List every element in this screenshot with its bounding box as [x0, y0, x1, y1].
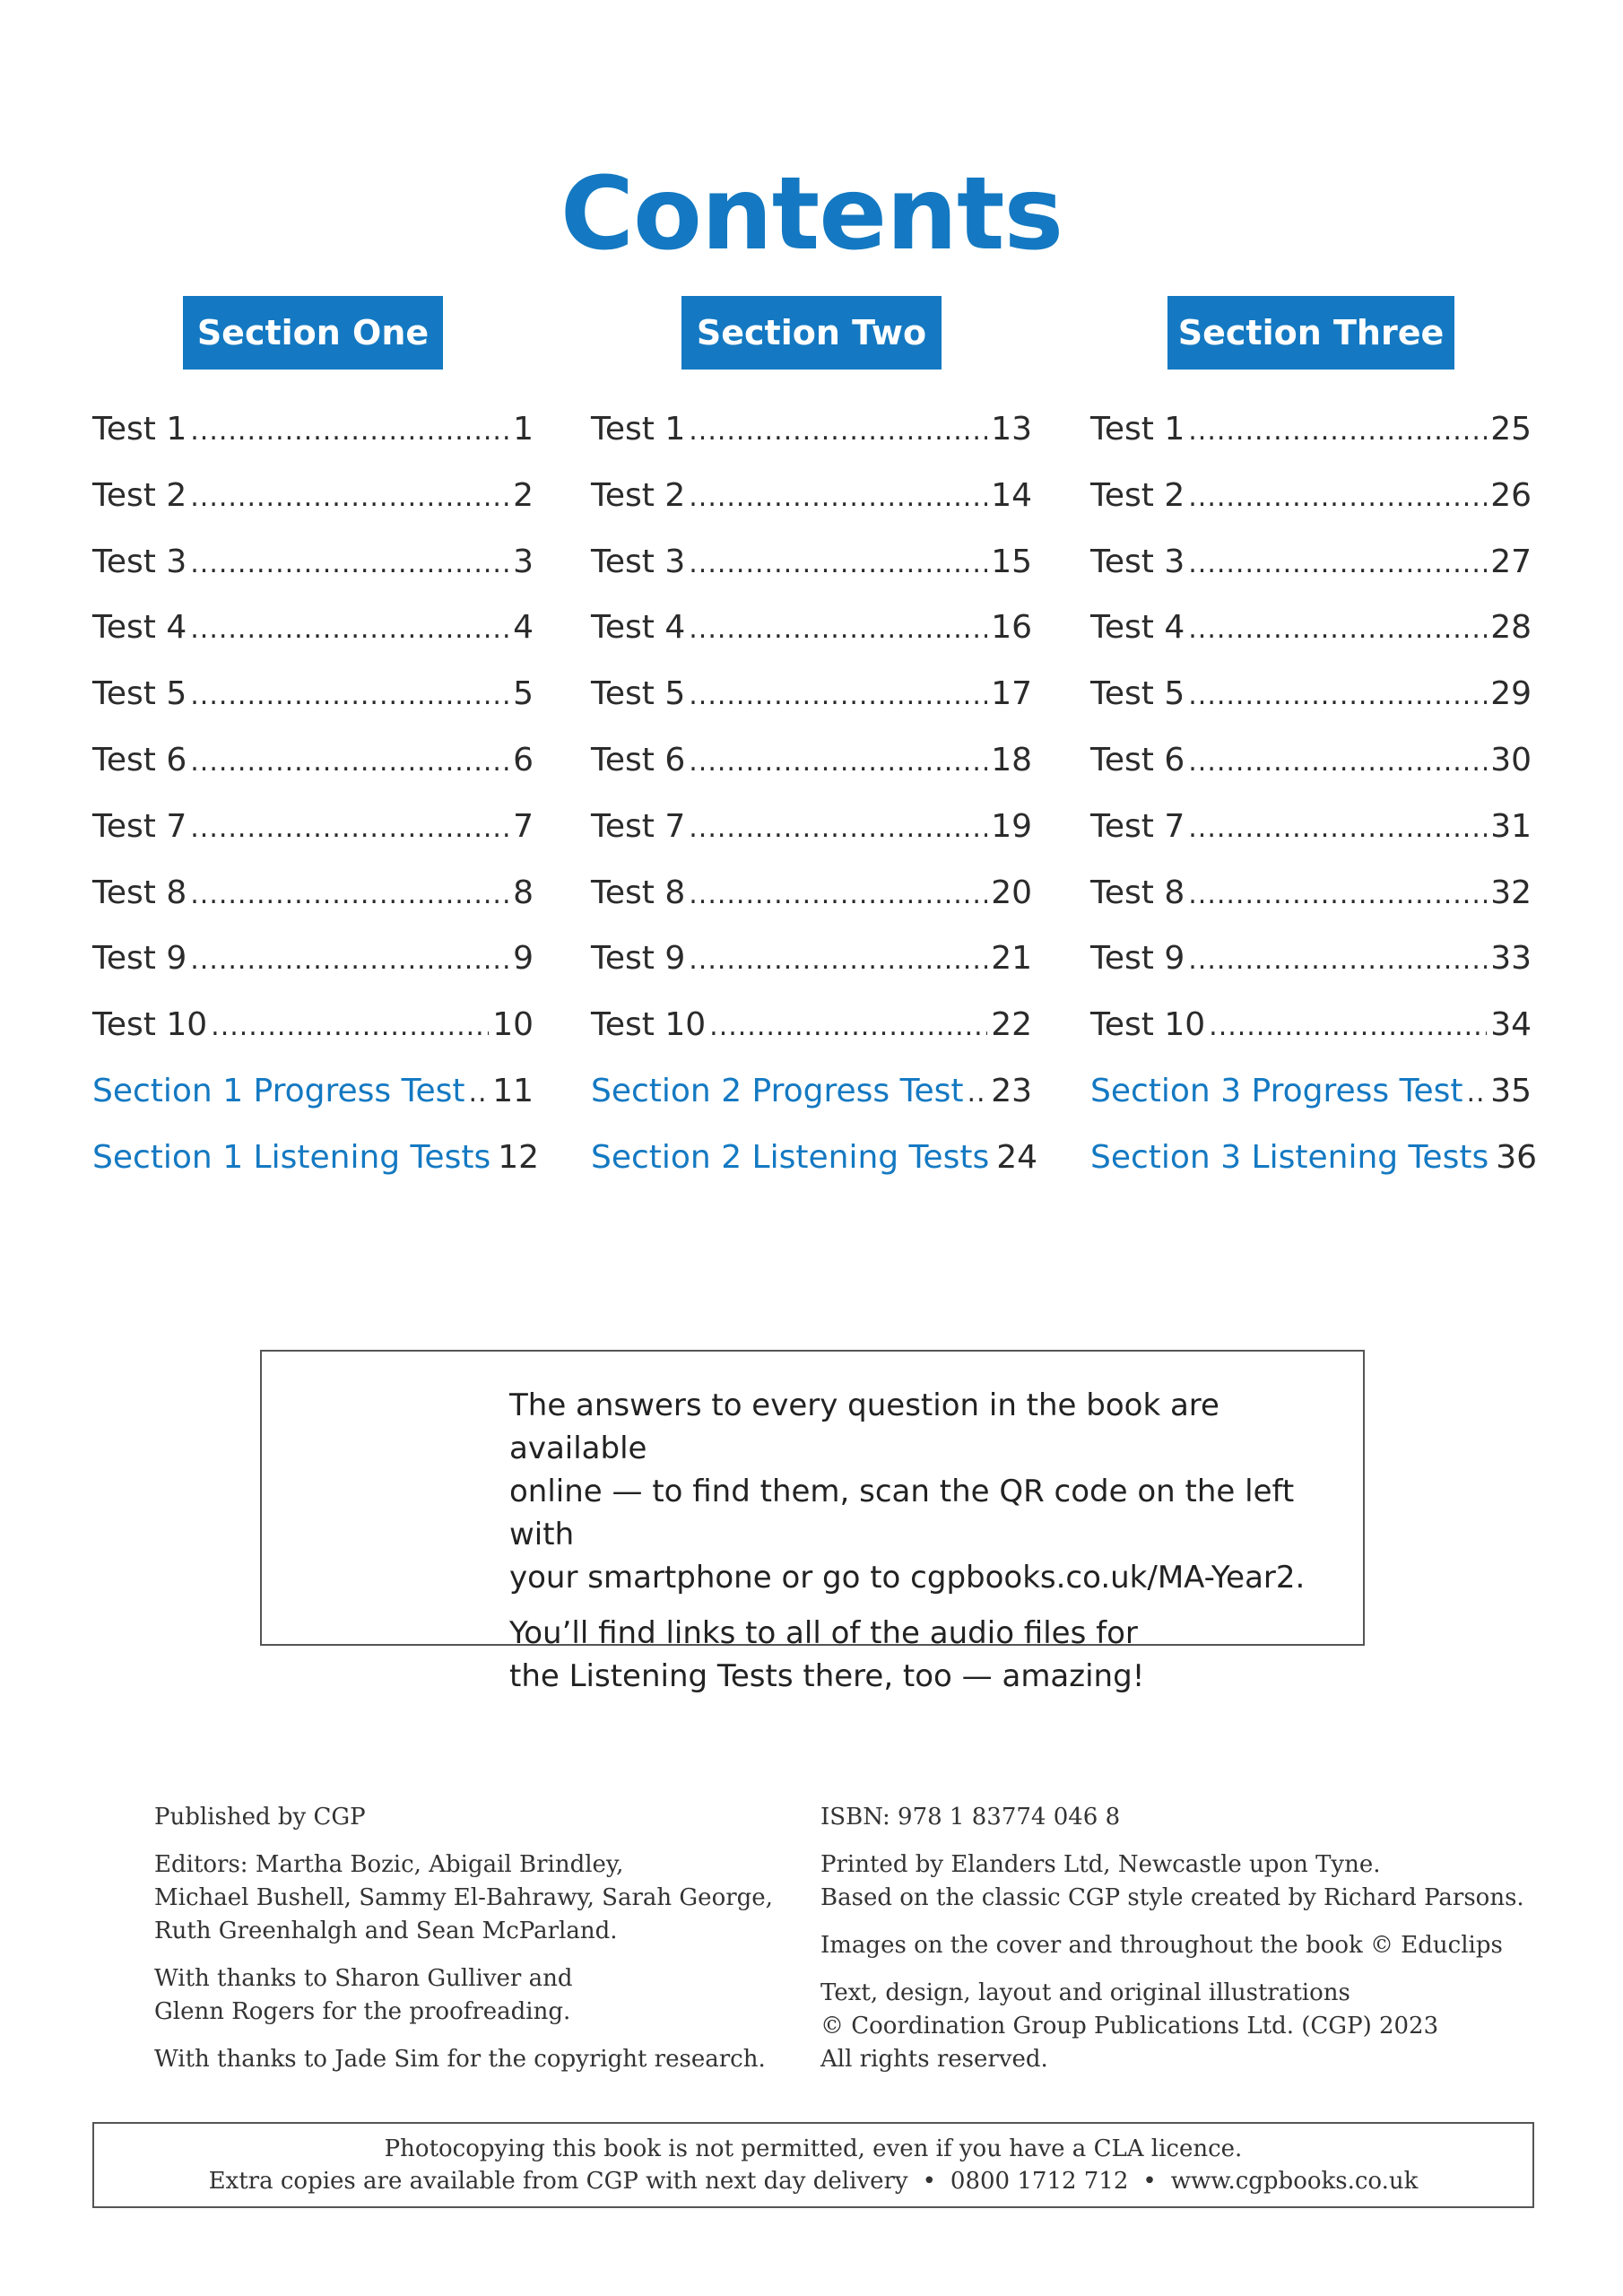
section-header: Section One [183, 296, 443, 370]
toc-leader [689, 482, 987, 513]
credits-right [820, 1801, 1524, 2091]
footer-notice-box [92, 2122, 1534, 2208]
toc-label: Test 3 [92, 543, 187, 580]
toc-leader [1209, 1011, 1487, 1042]
section-header: Section Two [681, 296, 942, 370]
toc-leader [211, 1011, 489, 1042]
isbn: ISBN: 978 1 83774 046 8 [820, 1804, 1121, 1831]
toc-page-number: 23 [991, 1072, 1032, 1109]
toc-label: Test 7 [591, 807, 686, 845]
toc-entry[interactable] [591, 609, 1032, 675]
toc-label: Test 1 [591, 411, 686, 448]
toc-entry[interactable] [92, 609, 534, 675]
toc-entry[interactable] [92, 675, 534, 742]
toc-page-number: 2 [513, 476, 534, 514]
toc-list [1090, 411, 1538, 1205]
toc-label: Test 6 [591, 741, 686, 778]
toc-entry[interactable] [591, 742, 1032, 808]
page-title: Contents [560, 156, 1063, 274]
toc-leader [1467, 1077, 1488, 1109]
extra-copies-text: Extra copies are available from CGP with next day delivery [208, 2168, 908, 2195]
toc-page-number: 1 [513, 411, 534, 448]
toc-label: Test 3 [591, 543, 686, 580]
toc-label: Test 10 [92, 1006, 208, 1044]
toc-leader [1188, 746, 1487, 778]
images-credit: Images on the cover and throughout the book © Educlips [820, 1932, 1503, 1959]
toc-page-number: 24 [996, 1138, 1038, 1176]
toc-page-number: 31 [1490, 807, 1532, 845]
toc-label: Test 5 [591, 675, 686, 713]
toc-entry[interactable] [1090, 477, 1532, 544]
toc-label: Section 3 Progress Test [1090, 1072, 1463, 1109]
answers-paragraph [509, 1384, 1343, 1599]
toc-entry[interactable] [1090, 675, 1532, 742]
section-header: Section Three [1167, 296, 1454, 370]
toc-entry[interactable] [92, 1006, 534, 1073]
copyright [820, 1977, 1524, 2076]
toc-page-number: 13 [991, 411, 1032, 448]
toc-leader [469, 1077, 490, 1109]
toc-leader [190, 613, 509, 645]
toc-leader [1188, 548, 1487, 579]
toc-label: Test 8 [591, 874, 686, 911]
toc-entry-progress-test[interactable] [1090, 1073, 1532, 1139]
toc-label: Test 10 [1090, 1006, 1206, 1044]
toc-entry[interactable] [1090, 609, 1532, 675]
toc-page-number: 3 [513, 543, 534, 580]
toc-leader [689, 944, 987, 976]
toc-label: Test 5 [92, 675, 187, 713]
toc-label: Test 6 [1090, 741, 1185, 778]
toc-page-number: 27 [1490, 543, 1532, 580]
toc-leader [689, 415, 987, 447]
toc-list [591, 411, 1038, 1205]
toc-leader [1188, 613, 1487, 645]
toc-entry-listening-tests[interactable] [591, 1138, 1038, 1205]
toc-label: Test 8 [92, 874, 187, 911]
audio-paragraph [509, 1612, 1343, 1698]
toc-entry[interactable] [92, 940, 534, 1006]
text-line: The answers to every question in the book are available [509, 1387, 1219, 1466]
toc-page-number: 8 [513, 874, 534, 911]
toc-label: Test 9 [591, 940, 686, 978]
toc-entry[interactable] [591, 675, 1032, 742]
toc-entry[interactable] [92, 874, 534, 941]
toc-page-number: 6 [513, 741, 534, 778]
text-line: © Coordination Group Publications Ltd. (CGP) 2023 [820, 2013, 1439, 2039]
toc-label: Test 8 [1090, 874, 1185, 911]
toc-page-number: 17 [991, 675, 1032, 713]
toc-label: Test 2 [1090, 476, 1185, 514]
toc-entry[interactable] [591, 411, 1032, 477]
toc-label: Test 4 [591, 609, 686, 647]
toc-entry[interactable] [92, 544, 534, 610]
credits-left [154, 1801, 773, 2091]
answers-text [509, 1384, 1343, 1710]
toc-leader [689, 548, 987, 579]
text-line: Text, design, layout and original illustrations [820, 1979, 1350, 2006]
toc-page-number: 29 [1490, 675, 1532, 713]
toc-label: Test 9 [1090, 940, 1185, 978]
toc-label: Section 2 Listening Tests [591, 1138, 990, 1176]
toc-page-number: 34 [1490, 1006, 1532, 1044]
toc-page-number: 36 [1496, 1138, 1538, 1176]
toc-leader [1188, 415, 1487, 447]
toc-entry[interactable] [1090, 1006, 1532, 1073]
toc-leader [190, 548, 509, 579]
text-line: With thanks to Sharon Gulliver and [154, 1965, 573, 1992]
toc-entry[interactable] [591, 874, 1032, 941]
text-line: All rights reserved. [820, 2046, 1048, 2073]
toc-leader [1188, 482, 1487, 513]
toc-label: Section 2 Progress Test [591, 1072, 964, 1109]
toc-page-number: 35 [1490, 1072, 1532, 1109]
toc-entry[interactable] [92, 742, 534, 808]
toc-page-number: 11 [492, 1072, 534, 1109]
toc-label: Test 6 [92, 741, 187, 778]
toc-leader [709, 1011, 987, 1042]
toc-entry[interactable] [591, 1006, 1032, 1073]
toc-page-number: 32 [1490, 874, 1532, 911]
toc-page-number: 4 [513, 609, 534, 647]
extra-copies-line [94, 2165, 1532, 2197]
toc-entry[interactable] [1090, 940, 1532, 1006]
toc-leader [190, 680, 509, 711]
toc-entry[interactable] [92, 477, 534, 544]
toc-leader [1188, 813, 1487, 844]
toc-label: Test 10 [591, 1006, 707, 1044]
section-three-column [1090, 296, 1538, 1176]
toc-page-number: 20 [991, 874, 1032, 911]
toc-leader [190, 415, 509, 447]
text-line: the Listening Tests there, too — amazing! [509, 1658, 1145, 1694]
toc-leader [1188, 879, 1487, 910]
toc-leader [190, 879, 509, 910]
toc-page-number: 7 [513, 807, 534, 845]
toc-label: Test 2 [591, 476, 686, 514]
bullet-separator: • [922, 2168, 936, 2195]
toc-page-number: 5 [513, 675, 534, 713]
toc-label: Test 9 [92, 940, 187, 978]
toc-entry[interactable] [1090, 411, 1532, 477]
toc-page-number: 22 [991, 1006, 1032, 1044]
toc-leader [689, 680, 987, 711]
toc-entry[interactable] [1090, 874, 1532, 941]
toc-page-number: 25 [1490, 411, 1532, 448]
text-line: Based on the classic CGP style created by Richard Parsons. [820, 1884, 1524, 1911]
toc-leader [689, 746, 987, 778]
toc-page-number: 33 [1490, 940, 1532, 978]
text-line: Editors: Martha Bozic, Abigail Brindley, [154, 1851, 624, 1878]
toc-page-number: 9 [513, 940, 534, 978]
toc-leader [1188, 944, 1487, 976]
toc-entry[interactable] [92, 808, 534, 874]
text-line: Michael Bushell, Sammy El-Bahrawy, Sarah George, [154, 1884, 773, 1911]
toc-leader [689, 879, 987, 910]
toc-label: Test 2 [92, 476, 187, 514]
toc-page-number: 14 [991, 476, 1032, 514]
text-line: online — to find them, scan the QR code on the left with [509, 1474, 1295, 1552]
toc-label: Section 3 Listening Tests [1090, 1138, 1489, 1176]
toc-list [92, 411, 540, 1205]
toc-label: Section 1 Progress Test [92, 1072, 465, 1109]
thanks-proofreading [154, 1962, 773, 2029]
toc-label: Section 1 Listening Tests [92, 1138, 491, 1176]
toc-page-number: 19 [991, 807, 1032, 845]
toc-page-number: 12 [498, 1138, 540, 1176]
toc-entry-listening-tests[interactable] [92, 1138, 540, 1205]
toc-leader [1188, 680, 1487, 711]
toc-page-number: 18 [991, 741, 1032, 778]
toc-leader [190, 746, 509, 778]
toc-entry-listening-tests[interactable] [1090, 1138, 1538, 1205]
text-line: You’ll find links to all of the audio files for [509, 1615, 1138, 1651]
toc-page-number: 16 [991, 609, 1032, 647]
toc-entry[interactable] [591, 940, 1032, 1006]
toc-label: Test 4 [1090, 609, 1185, 647]
thanks-copyright: With thanks to Jade Sim for the copyright research. [154, 2046, 766, 2073]
text-line: your smartphone or go to cgpbooks.co.uk/MA-Year2. [509, 1560, 1306, 1596]
toc-entry-progress-test[interactable] [591, 1073, 1032, 1139]
toc-label: Test 1 [1090, 411, 1185, 448]
toc-entry[interactable] [591, 477, 1032, 544]
toc-label: Test 3 [1090, 543, 1185, 580]
toc-leader [190, 482, 509, 513]
website-link[interactable]: www.cgpbooks.co.uk [1170, 2168, 1419, 2195]
toc-label: Test 4 [92, 609, 187, 647]
bullet-separator: • [1142, 2168, 1157, 2195]
text-line: Glenn Rogers for the proofreading. [154, 1998, 571, 2025]
toc-entry-progress-test[interactable] [92, 1073, 534, 1139]
text-line: Printed by Elanders Ltd, Newcastle upon Tyne. [820, 1851, 1381, 1878]
toc-entry[interactable] [591, 808, 1032, 874]
toc-entry[interactable] [92, 411, 534, 477]
toc-leader [968, 1077, 988, 1109]
phone-number[interactable]: 0800 1712 712 [950, 2168, 1129, 2195]
toc-leader [689, 813, 987, 844]
toc-entry[interactable] [591, 544, 1032, 610]
toc-page-number: 28 [1490, 609, 1532, 647]
toc-page-number: 30 [1490, 741, 1532, 778]
toc-entry[interactable] [1090, 742, 1532, 808]
toc-leader [190, 944, 509, 976]
toc-label: Test 7 [92, 807, 187, 845]
published-by: Published by CGP [154, 1804, 366, 1831]
section-one-column [92, 296, 540, 1176]
answers-info-box [260, 1350, 1365, 1694]
toc-page-number: 10 [492, 1006, 534, 1044]
toc-page-number: 26 [1490, 476, 1532, 514]
toc-entry[interactable] [1090, 544, 1532, 610]
toc-label: Test 1 [92, 411, 187, 448]
toc-entry[interactable] [1090, 808, 1532, 874]
toc-leader [689, 613, 987, 645]
toc-page-number: 15 [991, 543, 1032, 580]
toc-leader [190, 813, 509, 844]
section-two-column [591, 296, 1038, 1176]
photocopy-notice: Photocopying this book is not permitted, even if you have a CLA licence. [384, 2135, 1243, 2162]
toc-label: Test 5 [1090, 675, 1185, 713]
toc-label: Test 7 [1090, 807, 1185, 845]
printed-by [820, 1848, 1524, 1915]
text-line: Ruth Greenhalgh and Sean McParland. [154, 1918, 618, 1944]
editors [154, 1848, 773, 1948]
toc-page-number: 21 [991, 940, 1032, 978]
